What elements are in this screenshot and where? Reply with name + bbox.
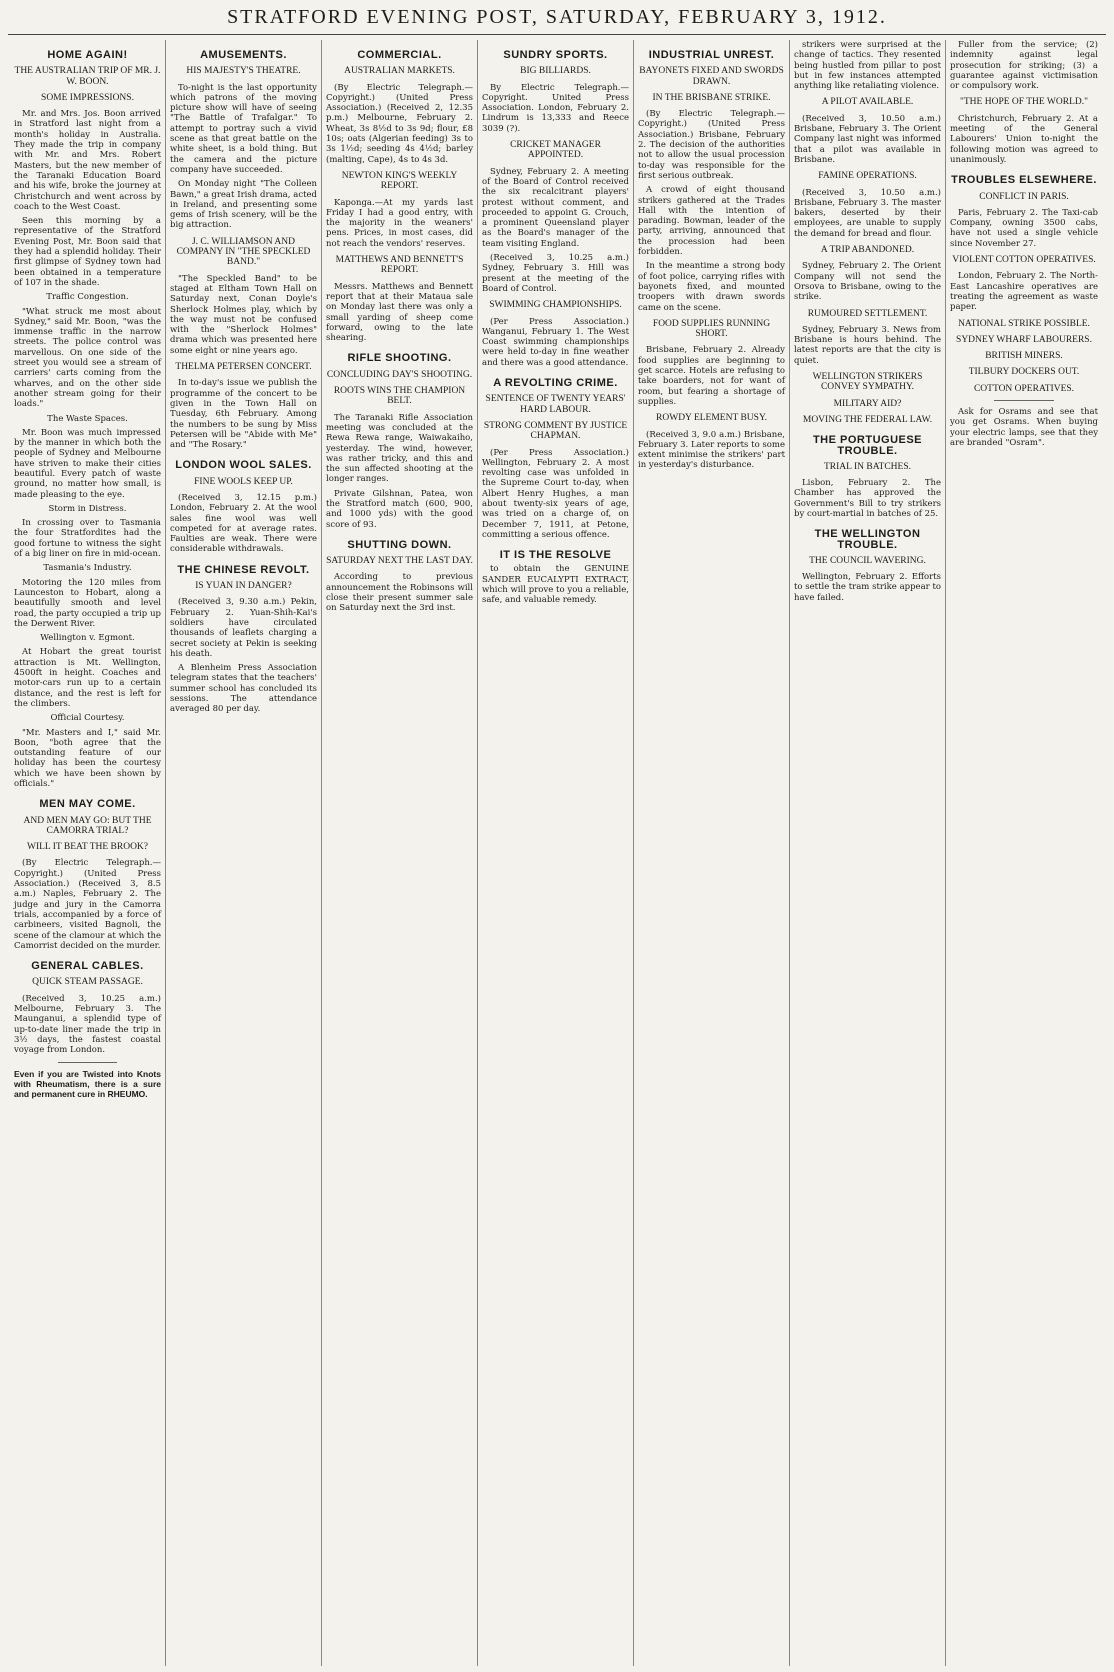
subhead: FOOD SUPPLIES RUNNING SHORT. [652, 318, 771, 340]
masthead-rule [8, 34, 1106, 35]
subhead: A TRIP ABANDONED. [820, 245, 915, 256]
headline-amusements: AMUSEMENTS. [200, 49, 287, 61]
crosshead: Traffic Congestion. [46, 292, 129, 303]
subhead: WELLINGTON STRIKERS CONVEY SYMPATHY. [812, 372, 923, 393]
paragraph: (Per Press Association.) Wellington, February 2. A most revolting case was unfolded in the Supreme Court to-day, when Albert Henry Hughes, a man about twenty-six years of age, was tried on a charge of, on December 7, 1911, at Petone, committing a serious offence. [482, 447, 629, 540]
headline-troubles-elsewhere: TROUBLES ELSEWHERE. [951, 174, 1097, 187]
column-3 [322, 40, 478, 1666]
subhead: MOVING THE FEDERAL LAW. [802, 414, 933, 425]
subhead: STRONG COMMENT BY JUSTICE CHAPMAN. [483, 420, 628, 442]
subhead: COTTON OPERATIVES. [973, 383, 1075, 394]
crosshead: Official Courtesy. [50, 713, 125, 724]
subhead: ROOTS WINS THE CHAMPION BELT. [333, 386, 466, 407]
headline-resolve: IT IS THE RESOLVE [499, 549, 612, 562]
paragraph: Brisbane, February 2. Already food supplies are beginning to get scarce. Hotels are refusing to take boarders, not for want of room, but fearing a shortage of supplies. [638, 345, 785, 407]
subhead-impressions: SOME IMPRESSIONS. [41, 92, 134, 103]
paragraph: In the meantime a strong body of foot police, carrying rifles with bayonets fixed, and mounted troopers with drawn swords came on the scene. [638, 261, 785, 313]
paragraph: A Blenheim Press Association telegram states that the teachers' summer school has concluded its sessions. The attendance averaged 80 per day. [170, 663, 317, 715]
paragraph: Private Gilshnan, Patea, won the Stratford match (600, 900, and 1000 yds) with the good score of 93. [326, 488, 473, 530]
divider [994, 400, 1053, 401]
subhead: BAYONETS FIXED AND SWORDS DRAWN. [639, 66, 784, 87]
paragraph: To-night is the last opportunity which patrons of the moving picture show will have of seeing "The Battle of Trafalgar." To attempt to portray such a vivid scene as that great battle on the white sheet, is a bold thing. But the camera and the picture company have succeeded. [170, 82, 317, 175]
paragraph: (Received 3, 10.25 a.m.) Melbourne, February 3. The Maunganui, a splendid type of up-to-date liner made the trip in 3½ days, the fastest coastal voyage from London. [14, 993, 161, 1056]
subhead: SENTENCE OF TWENTY YEARS' HARD LABOUR. [485, 394, 626, 415]
paragraph: Christchurch, February 2. At a meeting of the General Labourers' Union to-night the following motion was agreed to unanimously. [950, 113, 1098, 165]
subhead: MILITARY AID? [833, 398, 902, 409]
paragraph: strikers were surprised at the change of tactics. They resented being hustled from pillar to post but in few instances attempted anything like retaliating violence. [794, 40, 941, 92]
columns [10, 40, 1104, 1666]
paragraph: On Monday night "The Colleen Bawn," a great Irish drama, acted in Ireland, and presenting some gems of Irish scenery, will be the big attraction. [170, 179, 317, 231]
subhead: RUMOURED SETTLEMENT. [807, 308, 928, 319]
paragraph: "What struck me most about Sydney," said Mr. Boon, "was the immense traffic in the narrow streets. The police control was marvellous. On one side of the street you would see a stream of carriers' carts coming from the wharves, and on the other side another stream going for their loads." [14, 306, 161, 410]
subhead: "THE HOPE OF THE WORLD." [960, 97, 1088, 108]
column-1 [10, 40, 166, 1666]
paragraph: Mr. Boon was much impressed by the manner in which both the people of Sydney and Melbourne have striven to make their cities beautiful. Every patch of waste ground, no matter how small, is made pleasing to the eye. [14, 427, 161, 500]
column-7 [946, 40, 1102, 1666]
paragraph: By Electric Telegraph.—Copyright. United Press Association. London, February 2. Lindrum is 13,333 and Reece 3039 (?). [482, 82, 629, 134]
subhead: IN THE BRISBANE STRIKE. [652, 92, 771, 103]
paragraph: Paris, February 2. The Taxi-cab Company, owning 3500 cabs, have not used a single vehicle since November 27. [950, 207, 1098, 249]
paragraph: At Hobart the great tourist attraction is Mt. Wellington, 4500ft in height. Coaches and motor-cars run up to a certain distance, and the rest is left for the climbers. [14, 647, 161, 709]
paragraph: (Received 3, 10.50 a.m.) Brisbane, February 3. The Orient Company last night was informed that a pilot was available in Brisbane. [794, 113, 941, 165]
column-5 [634, 40, 790, 1666]
subhead: CONFLICT IN PARIS. [979, 191, 1069, 202]
paragraph: Sydney, February 3. News from Brisbane is hours behind. The latest reports are that the city is quiet. [794, 324, 941, 366]
subhead: FAMINE OPERATIONS. [818, 171, 917, 182]
paragraph: In crossing over to Tasmania the four Stratfordites had the good fortune to witness the sight of a big liner on fire in mid-ocean. [14, 518, 161, 560]
paragraph: Kaponga.—At my yards last Friday I had a good entry, with the majority in the weaners' pens. Prices, in most cases, did not reach the vendors' reserves. [326, 197, 473, 249]
subhead: WILL IT BEAT THE BROOK? [26, 842, 149, 853]
crosshead: The Waste Spaces. [47, 413, 128, 424]
subhead: AND MEN MAY GO: BUT THE CAMORRA TRIAL? [23, 815, 152, 836]
subhead: TRIAL IN BATCHES. [824, 461, 911, 472]
subhead: BRITISH MINERS. [985, 351, 1063, 362]
headline-shutting-down: SHUTTING DOWN. [347, 538, 452, 551]
paragraph: Motoring the 120 miles from Launceston to Hobart, along a beautifully smooth and level road, the party occupied a trip up the Derwent River. [14, 577, 161, 629]
column-6 [790, 40, 946, 1666]
subhead: J. C. WILLIAMSON AND COMPANY IN "THE SPECKLED BAND." [176, 236, 311, 268]
paragraph: Ask for Osrams and see that you get Osrams. When buying your electric lamps, see that they are branded "Osram". [950, 407, 1098, 448]
paragraph: Wellington, February 2. Efforts to settle the tram strike appear to have failed. [794, 572, 941, 603]
subhead: QUICK STEAM PASSAGE. [32, 977, 143, 988]
advertisement: Even if you are Twisted into Knots with Rheumatism, there is a sure and permanent cure in RHEUMO. [14, 1068, 161, 1100]
subhead: CRICKET MANAGER APPOINTED. [510, 140, 601, 161]
headline-commercial: COMMERCIAL. [357, 49, 442, 61]
subhead: CONCLUDING DAY'S SHOOTING. [326, 369, 473, 380]
paragraph: Fuller from the service; (2) indemnity against legal prosecution for striking; (3) a guarantee against victimisation or compulsory work. [950, 40, 1098, 92]
subhead: HIS MAJESTY'S THEATRE. [186, 66, 301, 77]
paragraph: Seen this morning by a representative of the Stratford Evening Post, Mr. Boon said that they had a splendid holiday. Their first glimpse of Sydney town had been obtained in a temperature of 107 in the shade. [14, 216, 161, 288]
paragraph: A crowd of eight thousand strikers gathered at the Trades Hall with the intention of parading. Bowman, leader of the party, arriving, announced that the procession had been forbidden. [638, 185, 785, 258]
headline-men-may-come: MEN MAY COME. [39, 798, 136, 811]
crosshead: Tasmania's Industry. [43, 563, 132, 574]
paragraph: to obtain the GENUINE SANDER EUCALYPTI EXTRACT, which will prove to you a reliable, safe, and valuable remedy. [482, 564, 629, 606]
subhead: THE COUNCIL WAVERING. [809, 555, 926, 566]
subhead: SATURDAY NEXT THE LAST DAY. [326, 556, 473, 567]
subhead: MATTHEWS AND BENNETT'S REPORT. [335, 255, 464, 276]
subhead: NATIONAL STRIKE POSSIBLE. [958, 318, 1090, 329]
paragraph: Sydney, February 2. The Orient Company will not send the Orsova to Brisbane, owing to the strike. [794, 261, 941, 303]
subhead: TILBURY DOCKERS OUT. [968, 367, 1080, 378]
headline-portuguese-trouble: THE PORTUGUESE TROUBLE. [812, 434, 923, 457]
subhead: ROWDY ELEMENT BUSY. [656, 413, 767, 424]
paragraph: (Received 3, 9.30 a.m.) Pekin, February 2. Yuan-Shih-Kai's soldiers have circulated thousands of leaflets charging a secret society at Pekin is seeking his death. [170, 597, 317, 659]
headline-wool-sales: LONDON WOOL SALES. [175, 459, 312, 472]
paragraph: In to-day's issue we publish the programme of the concert to be given in the Town Hall on Tuesday, 6th February. Among the numbers to be sung by Miss Petersen will be "Abide with Me" and "The Rosary." [170, 378, 317, 451]
subhead: NEWTON KING'S WEEKLY REPORT. [341, 170, 458, 192]
column-4 [478, 40, 634, 1666]
column-2 [166, 40, 322, 1666]
headline-rifle-shooting: RIFLE SHOOTING. [347, 352, 452, 365]
paragraph: Mr. and Mrs. Jos. Boon arrived in Stratford last night from a month's holiday in Australia. They made the trip in company with Mr. and Mrs. Robert Masters, but the new member of the Taranaki Education Board and his wife, broke the journey at Christchurch and went across by coach to the West Coast. [14, 109, 161, 212]
divider [58, 1062, 117, 1063]
headline-general-cables: GENERAL CABLES. [31, 960, 144, 973]
paragraph: Messrs. Matthews and Bennett report that at their Mataua sale on Monday last there was only a small yarding of sheep come forward, owing to the late shearing. [326, 281, 473, 344]
headline-home-again: HOME AGAIN! [47, 49, 128, 61]
paragraph: The Taranaki Rifle Association meeting was concluded at the Rewa Rewa range, Waiwakaiho, yesterday. The wind, however, was rather tricky, and this and the sun affected shooting at the longer ranges. [326, 412, 473, 485]
headline-revolting-crime: A REVOLTING CRIME. [493, 377, 618, 390]
headline-wellington-trouble: THE WELLINGTON TROUBLE. [814, 528, 921, 551]
subhead: SWIMMING CHAMPIONSHIPS. [489, 300, 622, 311]
subhead: VIOLENT COTTON OPERATIVES. [952, 255, 1096, 266]
paragraph: (Received 3, 12.15 p.m.) London, February 2. At the wool sales fine wool was well competed for at average rates. Faulties are weak. There were considerable withdrawals. [170, 492, 317, 555]
paragraph: (By Electric Telegraph.—Copyright.) (United Press Association.) (Received 2, 12.35 p.m.) Melbourne, February 2. Wheat, 3s 8½d to 3s 9d; flour, £8 10s; oats (Algerian feeding) 3s to 3s 1½d; seeding 4s 4½d; barley (malting, Cape), 4s to 4s 3d. [326, 82, 473, 165]
paragraph: (Received 3, 10.25 a.m.) Sydney, February 3. Hill was present at the meeting of the Board of Control. [482, 253, 629, 294]
paragraph: According to previous announcement the Robinsons will close their present summer sale on Saturday next the 3rd inst. [326, 572, 473, 614]
subhead: BIG BILLIARDS. [520, 66, 591, 77]
subhead: THELMA PETERSEN CONCERT. [175, 362, 312, 373]
subhead: AUSTRALIAN MARKETS. [344, 66, 455, 77]
paragraph: (By Electric Telegraph.—Copyright.) (United Press Association.) (Received 3, 8.5 a.m.) Naples, February 2. The judge and jury in the Camorra trials, accompanied by a force of carbineers, visited Bagnoli, the scene of the clamour at which the Camorrist decided on the murder. [14, 858, 161, 951]
headline-sundry-sports: SUNDRY SPORTS. [503, 49, 608, 61]
paragraph: Lisbon, February 2. The Chamber has approved the Government's Bill to try strikers by court-martial in batches of 25. [794, 478, 941, 519]
paragraph: (Received 3, 10.50 a.m.) Brisbane, February 3. The master bakers, deserted by their employees, are unable to supply the demand for bread and flour. [794, 187, 941, 239]
headline-industrial-unrest: INDUSTRIAL UNREST. [648, 49, 775, 61]
paragraph: "The Speckled Band" to be staged at Eltham Town Hall on Saturday next, Conan Doyle's Sherlock Holmes play, which by the way must not be confused with the "Sherlock Holmes" drama which was presented here some eight or nine years ago. [170, 273, 317, 356]
subhead: A PILOT AVAILABLE. [821, 97, 914, 108]
paragraph: "Mr. Masters and I," said Mr. Boon, "both agree that the outstanding feature of our holiday has been the courtesy which we have been shown by officials." [14, 727, 161, 789]
crosshead: Storm in Distress. [48, 503, 127, 514]
paragraph: London, February 2. The North-East Lancashire operatives are treating the agreement as waste paper. [950, 271, 1098, 313]
crosshead: Wellington v. Egmont. [40, 633, 135, 644]
paragraph: Sydney, February 2. A meeting of the Board of Control received the six recalcitrant players' protest without comment, and proceeded to appoint G. Crouch, a prominent Queensland player as the Board's manager of the team visiting England. [482, 166, 629, 249]
paragraph: (Per Press Association.) Wanganui, February 1. The West Coast swimming championships were held to-day in fine weather and there was a good attendance. [482, 316, 629, 368]
subhead: FINE WOOLS KEEP UP. [194, 476, 293, 487]
paragraph: (Received 3, 9.0 a.m.) Brisbane, February 3. Later reports to some extent minimise the strikers' part in yesterday's disturbance. [638, 429, 785, 471]
headline-chinese-revolt: THE CHINESE REVOLT. [177, 563, 310, 576]
paragraph: (By Electric Telegraph.—Copyright.) (United Press Association.) Brisbane, February 2. The decision of the authorities not to allow the usual procession to-day was responsible for the first serious outbreak. [638, 109, 785, 181]
subhead-australian-trip: THE AUSTRALIAN TRIP OF MR. J. W. BOON. [14, 66, 161, 87]
masthead: STRATFORD EVENING POST, SATURDAY, FEBRUARY 3, 1912. [227, 6, 887, 28]
subhead: SYDNEY WHARF LABOURERS. [956, 334, 1092, 345]
subhead: IS YUAN IN DANGER? [195, 581, 292, 592]
